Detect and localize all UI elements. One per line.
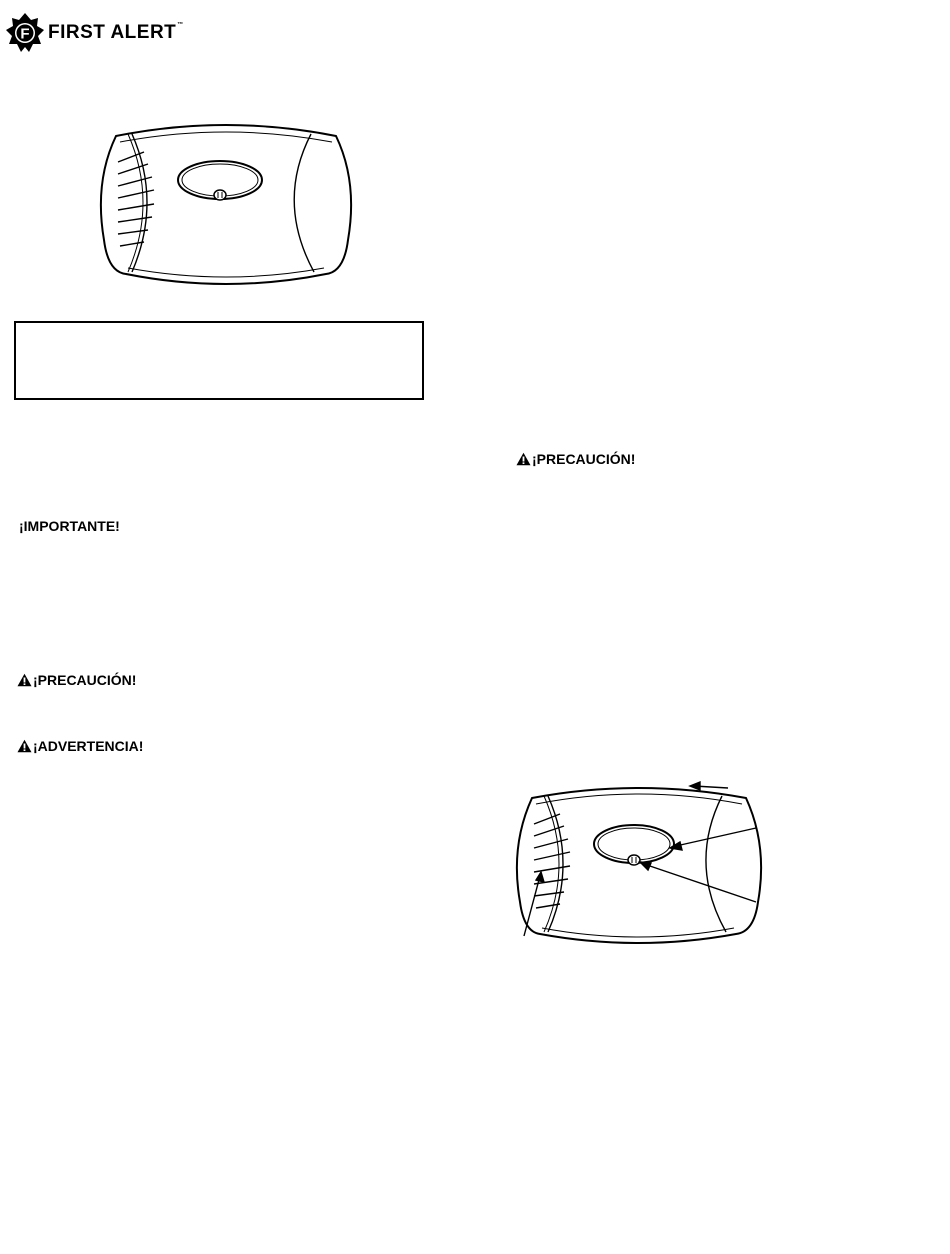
brand-name <box>48 22 184 44</box>
caution-heading-right <box>516 451 635 467</box>
brand-logo <box>4 12 204 52</box>
warning-triangle-icon <box>17 739 32 753</box>
warning-heading-text: ¡ADVERTENCIA! <box>33 738 144 754</box>
co-alarm-diagram <box>510 776 772 952</box>
brand-name-text: FIRST ALERT <box>48 22 177 43</box>
co-alarm-illustration-top <box>96 122 358 290</box>
trademark-symbol: ™ <box>177 22 184 28</box>
maltese-cross-icon <box>4 12 46 54</box>
notice-box <box>14 321 424 400</box>
warning-heading <box>17 738 143 754</box>
important-heading <box>19 518 120 534</box>
warning-triangle-icon <box>17 673 32 687</box>
logo-letter: F <box>20 25 30 43</box>
caution-heading-left-text: ¡PRECAUCIÓN! <box>33 672 137 688</box>
caution-heading-left <box>17 672 136 688</box>
caution-heading-right-text: ¡PRECAUCIÓN! <box>532 451 636 467</box>
warning-triangle-icon <box>516 452 531 466</box>
important-heading-text: ¡IMPORTANTE! <box>19 518 120 534</box>
